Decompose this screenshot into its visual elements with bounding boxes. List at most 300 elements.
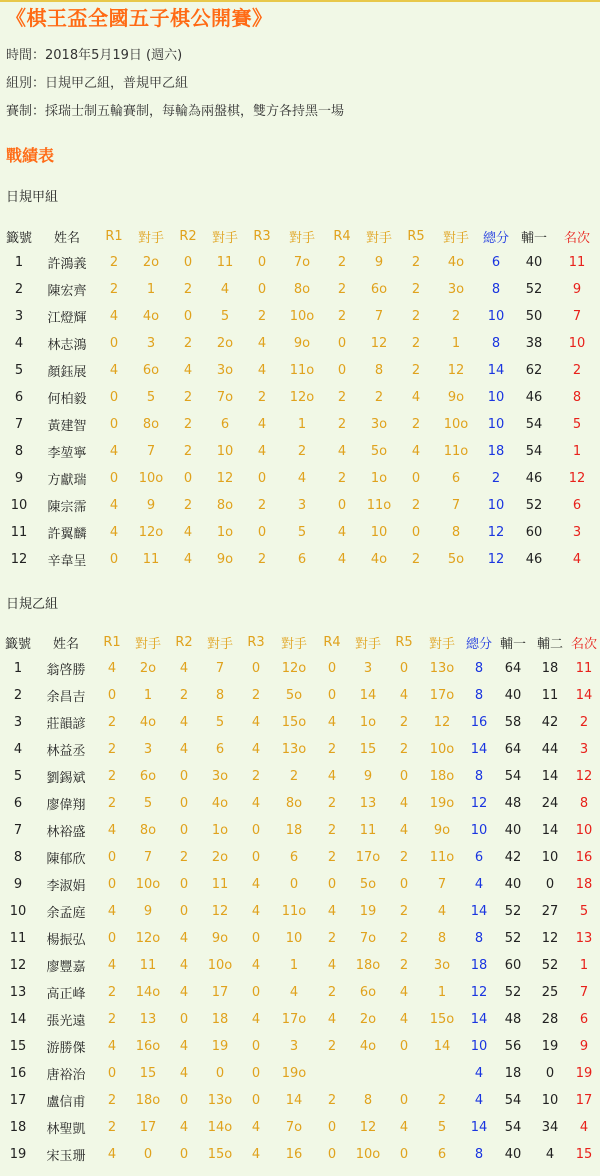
table-cell: 3 <box>572 525 582 540</box>
table-cell: 56 <box>504 1039 522 1054</box>
column-header: R4 <box>333 228 351 244</box>
table-cell: 4 <box>179 742 189 757</box>
table-cell: 7 <box>572 309 582 324</box>
table-cell: 0 <box>257 282 267 297</box>
table-cell: 10 <box>9 904 27 919</box>
table-cell: 2 <box>579 715 589 730</box>
table-cell: 7 <box>374 309 384 324</box>
table-cell: 8o <box>216 498 234 513</box>
table-row <box>0 1114 600 1141</box>
table-row <box>0 952 600 979</box>
table-cell: 18o <box>355 958 381 973</box>
table-row <box>0 925 600 952</box>
table-cell: 0 <box>109 417 119 432</box>
table-cell: 2 <box>179 688 189 703</box>
table-cell: 0 <box>327 1147 337 1162</box>
table-cell: 3 <box>146 336 156 351</box>
table-cell: 48 <box>504 796 522 811</box>
column-header: 輔一 <box>520 230 547 246</box>
table-cell: 陳宏齊 <box>47 284 87 299</box>
table-cell: 0 <box>251 1066 261 1081</box>
table-cell: 4o <box>211 796 229 811</box>
table-cell: 2 <box>491 471 501 486</box>
column-header: 總分 <box>482 230 509 246</box>
table-cell: 8 <box>491 336 501 351</box>
table-cell: 4 <box>107 958 117 973</box>
table-cell: 12 <box>216 471 234 486</box>
table-cell: 10 <box>487 309 505 324</box>
table-cell: 2 <box>251 769 261 784</box>
table-cell: 12 <box>575 769 593 784</box>
table-cell: 12 <box>541 931 559 946</box>
table-cell: 2 <box>107 1093 117 1108</box>
table-cell: 25 <box>541 985 559 1000</box>
table-cell: 60 <box>525 525 543 540</box>
table-cell: 17 <box>139 1120 157 1135</box>
table-cell: 1o <box>359 715 377 730</box>
table-cell: 2 <box>107 985 117 1000</box>
table-cell: 0 <box>179 769 189 784</box>
table-cell: 11 <box>10 525 28 540</box>
table-cell: 陳宗霈 <box>47 500 87 515</box>
table-row <box>0 492 600 519</box>
table-cell: 0 <box>251 1093 261 1108</box>
table-cell: 6o <box>142 363 160 378</box>
table-cell: 1 <box>437 985 447 1000</box>
column-header: 輔一 <box>499 636 526 652</box>
table-cell: 40 <box>504 823 522 838</box>
table-cell: 0 <box>107 931 117 946</box>
table-cell: 4 <box>13 742 23 757</box>
table-cell: 3 <box>363 661 373 676</box>
table-cell: 11 <box>211 877 229 892</box>
table-cell: 2 <box>327 850 337 865</box>
table-cell: 7 <box>146 444 156 459</box>
table-cell: 6 <box>215 742 225 757</box>
table-cell: 2 <box>411 309 421 324</box>
table-cell: 16o <box>135 1039 161 1054</box>
table-cell: 4 <box>220 282 230 297</box>
table-header-row <box>0 629 600 655</box>
table-cell: 4 <box>257 363 267 378</box>
info-system: 賽制：採瑞士制五輪賽制，每輪為兩盤棋，雙方各持黑一場 <box>6 104 345 119</box>
table-cell: 8 <box>215 688 225 703</box>
table-cell: 4 <box>109 525 119 540</box>
table-cell: 6 <box>491 255 501 270</box>
column-header: 對手 <box>137 230 164 246</box>
table-cell: 5 <box>220 309 230 324</box>
table-cell: 0 <box>337 336 347 351</box>
table-cell: 2 <box>183 417 193 432</box>
table-cell: 9 <box>579 1039 589 1054</box>
table-cell: 1 <box>143 688 153 703</box>
table-cell: 0 <box>251 661 261 676</box>
table-cell: 18 <box>285 823 303 838</box>
table-cell: 4 <box>179 1039 189 1054</box>
table-cell: 7o <box>293 255 311 270</box>
table-cell: 劉錫斌 <box>46 771 86 786</box>
table-cell: 14 <box>470 1012 488 1027</box>
table-cell: 8o <box>285 796 303 811</box>
table-cell: 3o <box>433 958 451 973</box>
table-cell: 4 <box>179 1066 189 1081</box>
table-cell: 4 <box>399 985 409 1000</box>
table-cell: 5 <box>13 769 23 784</box>
column-header: R4 <box>323 634 341 650</box>
table-row <box>0 682 600 709</box>
table-cell: 8o <box>142 417 160 432</box>
group-a-title: 日規甲組 <box>6 190 59 205</box>
table-cell: 58 <box>504 715 522 730</box>
table-cell: 6 <box>14 390 24 405</box>
table-header-row <box>0 223 600 249</box>
table-row <box>0 709 600 736</box>
table-cell: 9 <box>363 769 373 784</box>
table-cell: 9 <box>146 498 156 513</box>
table-cell: 0 <box>251 1039 261 1054</box>
table-cell: 15o <box>281 715 307 730</box>
table-cell: 13 <box>9 985 27 1000</box>
table-cell: 4o <box>142 309 160 324</box>
table-cell: 9 <box>143 904 153 919</box>
column-header: 輔二 <box>536 636 563 652</box>
table-cell: 5 <box>437 1120 447 1135</box>
table-cell: 0 <box>545 877 555 892</box>
table-cell: 8 <box>363 1093 373 1108</box>
table-cell: 0 <box>411 525 421 540</box>
table-cell: 江燈輝 <box>47 311 87 326</box>
table-row <box>0 898 600 925</box>
table-cell: 12 <box>10 552 28 567</box>
table-cell: 4 <box>179 985 189 1000</box>
table-cell: 2 <box>337 309 347 324</box>
column-header: 對手 <box>134 636 161 652</box>
table-cell: 0 <box>183 309 193 324</box>
group-a-table <box>0 223 600 573</box>
table-cell: 2 <box>289 769 299 784</box>
table-cell: 4 <box>399 1120 409 1135</box>
table-cell: 18 <box>470 958 488 973</box>
table-cell: 0 <box>545 1066 555 1081</box>
table-cell: 11o <box>443 444 469 459</box>
table-cell: 6 <box>297 552 307 567</box>
table-cell: 5 <box>572 417 582 432</box>
table-cell: 0 <box>327 877 337 892</box>
column-header: R3 <box>253 228 271 244</box>
table-cell: 11 <box>541 688 559 703</box>
table-cell: 14 <box>470 1120 488 1135</box>
column-header: 對手 <box>211 230 238 246</box>
table-cell: 46 <box>525 471 543 486</box>
table-row <box>0 655 600 682</box>
table-cell: 10o <box>138 471 164 486</box>
table-cell: 4 <box>474 1093 484 1108</box>
table-cell: 12 <box>359 1120 377 1135</box>
table-row <box>0 384 600 411</box>
table-cell: 4 <box>251 904 261 919</box>
column-header: 名次 <box>563 230 590 246</box>
table-cell: 4 <box>327 769 337 784</box>
table-cell: 4 <box>399 688 409 703</box>
table-cell: 2 <box>572 363 582 378</box>
table-cell: 17o <box>281 1012 307 1027</box>
table-cell: 2 <box>337 282 347 297</box>
table-cell: 0 <box>251 931 261 946</box>
table-cell: 14o <box>135 985 161 1000</box>
table-row <box>0 763 600 790</box>
table-cell: 高正峰 <box>46 987 86 1002</box>
table-cell: 4 <box>399 796 409 811</box>
column-header: 籤號 <box>5 230 32 246</box>
table-cell: 0 <box>251 850 261 865</box>
table-cell: 何柏毅 <box>47 392 87 407</box>
table-cell: 2 <box>327 823 337 838</box>
table-cell: 2 <box>183 282 193 297</box>
table-cell: 宋玉珊 <box>46 1149 86 1164</box>
table-cell: 9o <box>433 823 451 838</box>
table-cell: 18 <box>211 1012 229 1027</box>
table-cell: 4 <box>474 1066 484 1081</box>
table-cell: 0 <box>109 336 119 351</box>
table-cell: 方獻瑞 <box>47 473 87 488</box>
table-cell: 0 <box>179 877 189 892</box>
table-cell: 11o <box>281 904 307 919</box>
table-cell: 40 <box>525 255 543 270</box>
table-row <box>0 736 600 763</box>
table-cell: 4 <box>109 498 119 513</box>
table-cell: 10o <box>443 417 469 432</box>
table-cell: 3o <box>447 282 465 297</box>
table-cell: 林益丞 <box>46 744 86 759</box>
table-cell: 48 <box>504 1012 522 1027</box>
table-cell: 4 <box>327 904 337 919</box>
table-cell: 9 <box>14 471 24 486</box>
table-cell: 6 <box>572 498 582 513</box>
table-cell: 0 <box>257 255 267 270</box>
table-cell: 18o <box>135 1093 161 1108</box>
table-cell: 0 <box>215 1066 225 1081</box>
table-cell: 4 <box>545 1147 555 1162</box>
table-cell: 1 <box>289 958 299 973</box>
table-cell: 5 <box>146 390 156 405</box>
table-cell: 2 <box>183 336 193 351</box>
table-cell <box>388 1060 420 1087</box>
table-cell: 7o <box>359 931 377 946</box>
table-cell: 11o <box>429 850 455 865</box>
table-cell: 余昌吉 <box>46 690 86 705</box>
table-cell: 2 <box>399 715 409 730</box>
table-cell: 林聖凱 <box>46 1122 86 1137</box>
table-cell: 12 <box>211 904 229 919</box>
table-cell: 1o <box>211 823 229 838</box>
table-cell: 2 <box>327 796 337 811</box>
table-cell: 10o <box>429 742 455 757</box>
column-header: 姓名 <box>53 230 80 246</box>
table-cell: 1 <box>14 255 24 270</box>
table-cell: 6o <box>370 282 388 297</box>
table-cell: 楊振弘 <box>46 933 86 948</box>
table-cell: 2o <box>216 336 234 351</box>
table-cell: 7 <box>13 823 23 838</box>
table-cell: 6 <box>474 850 484 865</box>
table-cell: 顏鈺展 <box>47 365 87 380</box>
group-b-title: 日規乙組 <box>6 597 59 612</box>
table-cell: 14 <box>541 823 559 838</box>
table-cell: 4 <box>107 1039 117 1054</box>
table-cell: 1 <box>146 282 156 297</box>
table-cell: 4 <box>411 390 421 405</box>
table-cell: 18 <box>575 877 593 892</box>
table-cell: 12 <box>433 715 451 730</box>
table-cell: 2 <box>183 498 193 513</box>
table-cell: 0 <box>411 471 421 486</box>
table-cell: 0 <box>399 661 409 676</box>
table-cell: 0 <box>179 796 189 811</box>
table-cell: 2 <box>183 444 193 459</box>
table-cell: 64 <box>504 661 522 676</box>
table-cell: 2 <box>399 904 409 919</box>
column-header: 籤號 <box>4 636 31 652</box>
table-cell: 12 <box>487 552 505 567</box>
table-cell: 6 <box>13 796 23 811</box>
table-cell: 15 <box>359 742 377 757</box>
table-cell: 5o <box>285 688 303 703</box>
table-cell: 34 <box>541 1120 559 1135</box>
table-cell: 13o <box>281 742 307 757</box>
table-cell: 15 <box>9 1039 27 1054</box>
table-cell: 林裕盛 <box>46 825 86 840</box>
table-cell: 1 <box>13 661 23 676</box>
table-cell: 2 <box>297 444 307 459</box>
info-time: 時間：2018年5月19日 (週六) <box>6 48 183 63</box>
table-cell: 2 <box>411 255 421 270</box>
table-cell: 27 <box>541 904 559 919</box>
table-cell: 12o <box>138 525 164 540</box>
table-cell: 2 <box>399 742 409 757</box>
table-cell: 4 <box>179 661 189 676</box>
table-cell: 28 <box>541 1012 559 1027</box>
column-header: R2 <box>179 228 197 244</box>
table-cell: 2 <box>327 931 337 946</box>
table-row <box>0 546 600 573</box>
table-cell: 13o <box>207 1093 233 1108</box>
table-cell: 12 <box>370 336 388 351</box>
table-cell: 3 <box>143 742 153 757</box>
table-cell: 13o <box>429 661 455 676</box>
table-row <box>0 844 600 871</box>
table-cell: 4 <box>572 552 582 567</box>
table-cell: 13 <box>139 1012 157 1027</box>
table-cell: 4 <box>107 661 117 676</box>
table-cell: 5 <box>215 715 225 730</box>
table-cell: 12 <box>447 363 465 378</box>
info-groups: 組別：日規甲乙組，普規甲乙組 <box>6 76 189 91</box>
table-cell: 2o <box>211 850 229 865</box>
table-cell: 10 <box>575 823 593 838</box>
table-row <box>0 465 600 492</box>
table-cell: 0 <box>399 877 409 892</box>
page-title: 《棋王盃全國五子棋公開賽》 <box>6 6 273 30</box>
table-cell: 3 <box>14 309 24 324</box>
table-cell: 18 <box>541 661 559 676</box>
table-cell: 4 <box>337 552 347 567</box>
table-row <box>0 979 600 1006</box>
table-cell: 54 <box>525 417 543 432</box>
table-cell: 0 <box>251 985 261 1000</box>
table-cell: 60 <box>504 958 522 973</box>
table-cell: 12 <box>568 471 586 486</box>
table-cell: 10 <box>487 417 505 432</box>
table-cell: 2 <box>14 282 24 297</box>
table-cell: 唐裕治 <box>46 1068 86 1083</box>
column-header: 名次 <box>570 636 597 652</box>
table-cell: 46 <box>525 552 543 567</box>
table-cell: 4 <box>183 363 193 378</box>
table-cell: 10 <box>487 498 505 513</box>
table-cell: 3o <box>370 417 388 432</box>
table-cell: 李淑娟 <box>46 879 86 894</box>
table-row <box>0 249 600 276</box>
table-cell: 廖偉翔 <box>46 798 86 813</box>
table-cell: 2 <box>327 985 337 1000</box>
table-cell: 17 <box>9 1093 27 1108</box>
table-cell: 17 <box>575 1093 593 1108</box>
table-cell: 2 <box>107 796 117 811</box>
table-cell: 10o <box>355 1147 381 1162</box>
table-cell: 10 <box>487 390 505 405</box>
table-cell: 4 <box>327 715 337 730</box>
table-cell: 11 <box>568 255 586 270</box>
table-cell: 2 <box>257 309 267 324</box>
table-cell: 18o <box>429 769 455 784</box>
table-cell: 0 <box>337 363 347 378</box>
table-cell: 10 <box>541 850 559 865</box>
table-cell: 7 <box>579 985 589 1000</box>
table-cell: 4 <box>399 823 409 838</box>
table-cell: 19o <box>429 796 455 811</box>
table-cell: 50 <box>525 309 543 324</box>
table-cell: 4 <box>399 1012 409 1027</box>
table-cell: 0 <box>327 661 337 676</box>
table-cell: 5o <box>447 552 465 567</box>
table-cell: 2 <box>399 850 409 865</box>
table-cell: 0 <box>179 1147 189 1162</box>
column-header: 總分 <box>465 636 492 652</box>
table-cell: 4 <box>109 444 119 459</box>
table-cell: 8 <box>579 796 589 811</box>
table-row <box>0 817 600 844</box>
table-cell: 4 <box>337 525 347 540</box>
table-cell: 8 <box>451 525 461 540</box>
table-cell: 10 <box>285 931 303 946</box>
table-cell: 15 <box>575 1147 593 1162</box>
table-cell: 2 <box>257 552 267 567</box>
table-cell: 7 <box>437 877 447 892</box>
table-cell: 16 <box>575 850 593 865</box>
table-cell: 5 <box>297 525 307 540</box>
table-cell: 許鴻義 <box>47 257 87 272</box>
table-cell: 3 <box>289 1039 299 1054</box>
column-header: 對手 <box>280 636 307 652</box>
column-header: R5 <box>395 634 413 650</box>
table-cell: 0 <box>107 1066 117 1081</box>
table-row <box>0 519 600 546</box>
table-cell: 8 <box>474 769 484 784</box>
table-row <box>0 276 600 303</box>
table-cell: 2 <box>179 850 189 865</box>
table-cell: 4 <box>14 336 24 351</box>
table-cell: 9o <box>211 931 229 946</box>
